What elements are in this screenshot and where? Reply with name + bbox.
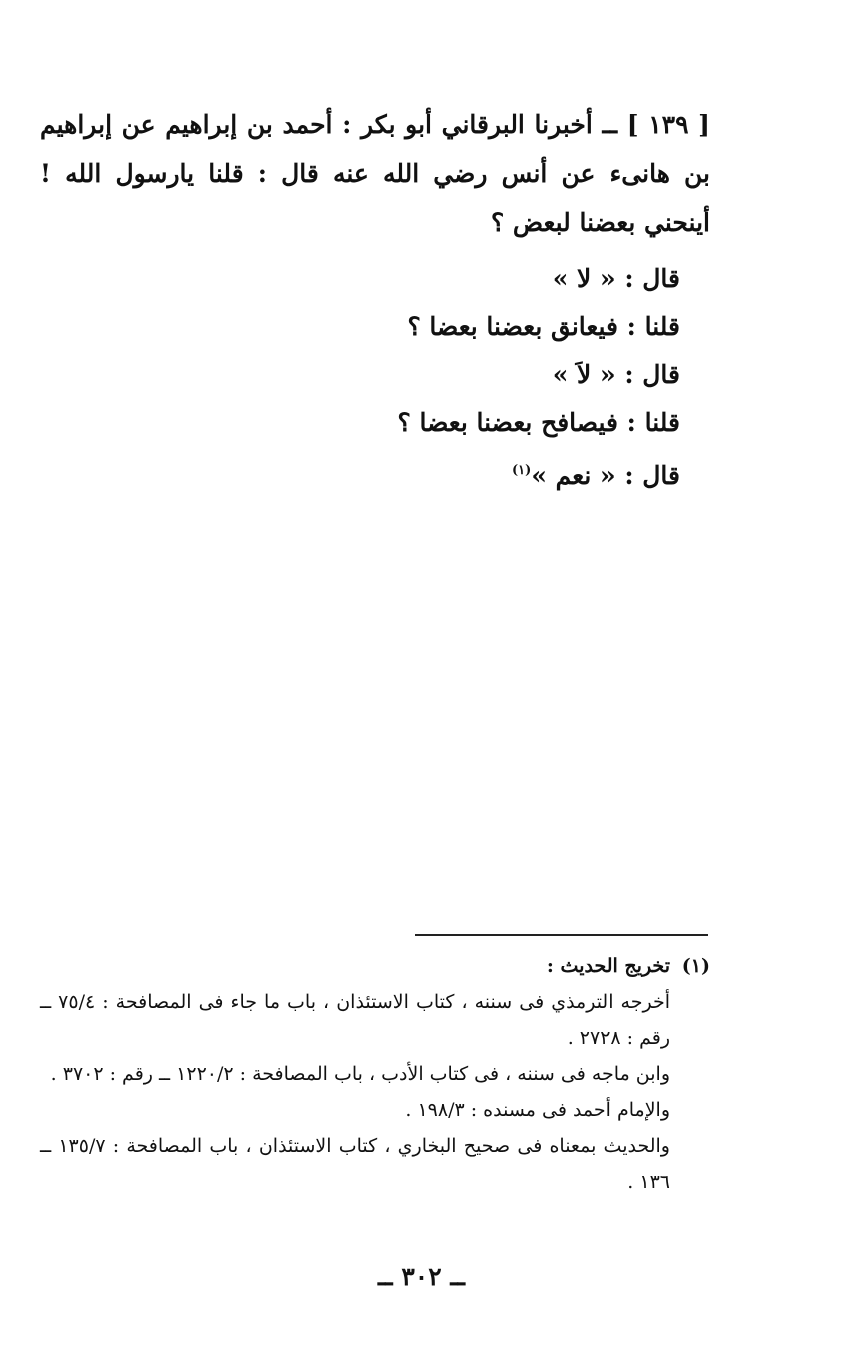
page-number: ــ ٣٠٢ ــ — [377, 1262, 465, 1291]
footnote-separator — [415, 934, 708, 936]
dialogue-line-2: قلنا : فيعانق بعضنا بعضا ؟ — [407, 312, 680, 341]
footnote-item: أخرجه الترمذي فى سننه ، كتاب الاستئذان ، باب ما جاء فى المصافحة : ٧٥/٤ ــ رقم : ٢٧٢٨ . — [40, 991, 670, 1049]
dialogue-last-text: قال : « نعم » — [531, 461, 680, 490]
footnote-heading-line — [40, 948, 710, 984]
footnote-heading: تخريج الحديث : — [546, 955, 670, 977]
hadith-dialogue — [280, 255, 680, 500]
footnote-item: والحديث بمعناه فى صحيح البخاري ، كتاب الاستئذان ، باب المصافحة : ١٣٥/٧ ــ ١٣٦ . — [40, 1135, 670, 1193]
footnote-number: (١) — [681, 955, 710, 977]
footnote-reference[interactable]: (١) — [512, 463, 532, 478]
dialogue-line-1: قال : « لا » — [552, 264, 680, 293]
dialogue-line-4: قلنا : فيصافح بعضنا بعضا ؟ — [397, 408, 680, 437]
footnote-item: والإمام أحمد فى مسنده : ١٩٨/٣ . — [405, 1099, 670, 1121]
hadith-text: [ ١٣٩ ] ــ أخبرنا البرقاني أبو بكر : أحمد بن إبراهيم عن إبراهيم بن هانىء عن أنس رضي الله عنه قال : قلنا يارسول الله ! أينحني بعضنا لبعض ؟ — [40, 110, 710, 237]
footnotes — [40, 948, 710, 1200]
footnote-item: وابن ماجه فى سننه ، فى كتاب الأدب ، باب المصافحة : ١٢٢٠/٢ ــ رقم : ٣٧٠٢ . — [50, 1063, 670, 1085]
dialogue-line-3: قال : « لاَ » — [552, 360, 680, 389]
dialogue-line-5 — [280, 447, 680, 500]
